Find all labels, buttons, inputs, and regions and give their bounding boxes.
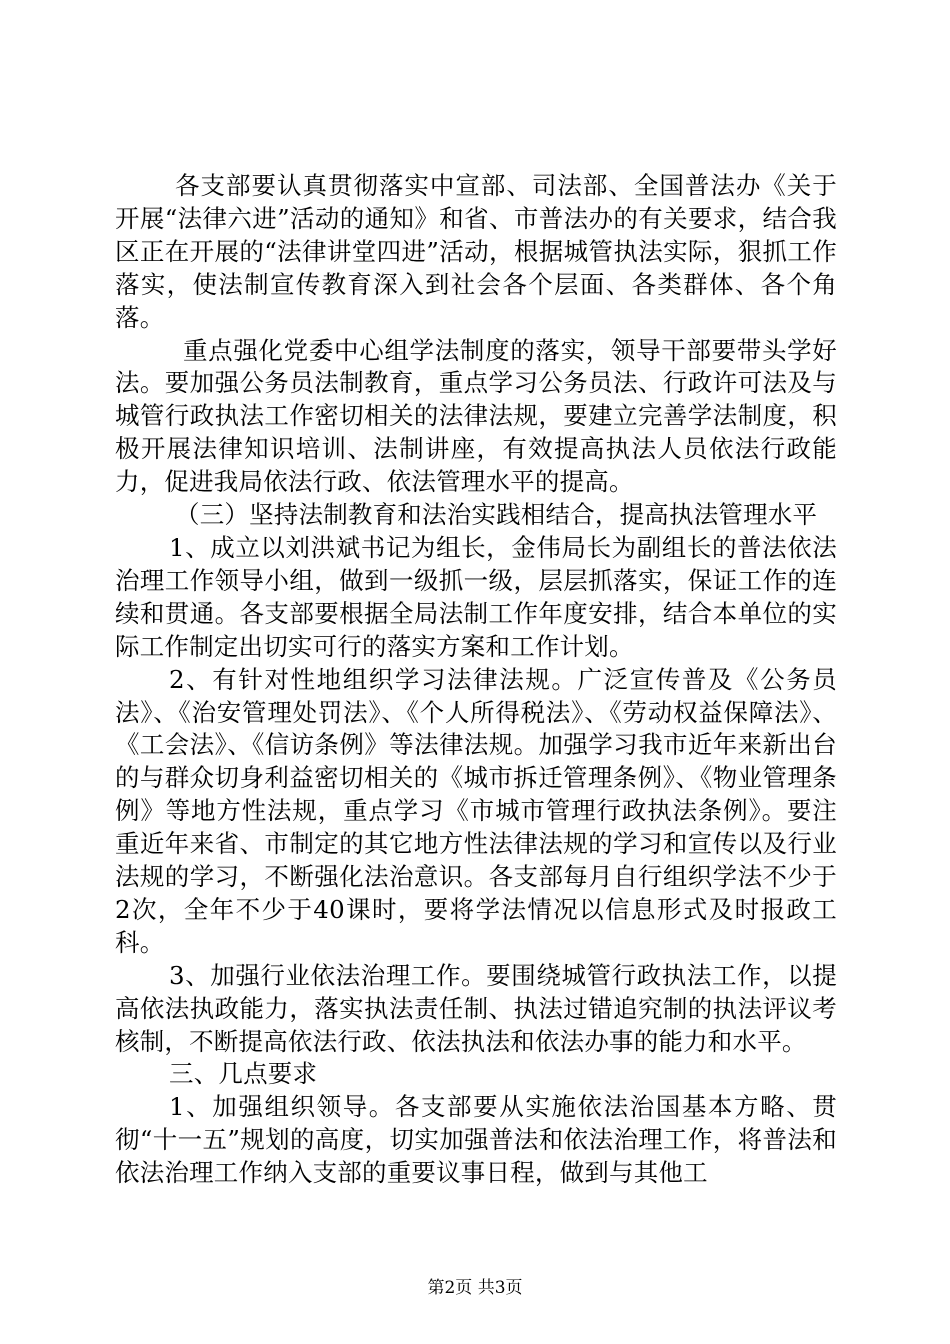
paragraph-item-3: 3、加强行业依法治理工作。要围绕城管行政执法工作，以提高依法执政能力，落实执法责任制、执法过错追究制的执法评议考核制，不断提高依法行政、依法执法和依法办事的能力和水平。 xyxy=(115,960,837,1056)
section-heading-requirements: 三、几点要求 xyxy=(169,1059,318,1089)
document-body xyxy=(115,170,837,1190)
paragraph-requirement-1: 1、加强组织领导。各支部要从实施依法治国基本方略、贯彻“十一五”规划的高度，切实加强普法和依法治理工作，将普法和依法治理工作纳入支部的重要议事日程，做到与其他工 xyxy=(115,1092,837,1188)
paragraph-1: 各支部要认真贯彻落实中宣部、司法部、全国普法办《关于开展“法律六进”活动的通知》和省、市普法办的有关要求，结合我区正在开展的“法律讲堂四进”活动，根据城管执法实际，狠抓工作落实，使法制宣传教育深入到社会各个层面、各类群体、各个角落。 xyxy=(115,171,837,332)
page-footer: 第2页 共3页 xyxy=(427,1278,523,1298)
paragraph-item-1: 1、成立以刘洪斌书记为组长，金伟局长为副组长的普法依法治理工作领导小组，做到一级抓一级，层层抓落实，保证工作的连续和贯通。各支部要根据全局法制工作年度安排，结合本单位的实际工作制定出切实可行的落实方案和工作计划。 xyxy=(115,532,837,661)
section-heading-3: （三）坚持法制教育和法治实践相结合，提高执法管理水平 xyxy=(175,500,818,530)
paragraph-item-2: 2、有针对性地组织学习法律法规。广泛宣传普及《公务员法》、《治安管理处罚法》、《个人所得税法》、《劳动权益保障法》、《工会法》、《信访条例》等法律法规。加强学习我市近年来新出台的与群众切身利益密切相关的《城市拆迁管理条例》、《物业管理条例》等地方性法规，重点学习《市城市管理行政执法条例》。要注重近年来省、市制定的其它地方性法律法规的学习和宣传以及行业法规的学习，不断强化法治意识。各支部每月自行组织学法不少于2次，全年不少于40课时，要将学法情况以信息形式及时报政工科。 xyxy=(115,664,837,957)
paragraph-2: 重点强化党委中心组学法制度的落实，领导干部要带头学好法。要加强公务员法制教育，重点学习公务员法、行政许可法及与城管行政执法工作密切相关的法律法规，要建立完善学法制度，积极开展法律知识培训、法制讲座，有效提高执法人员依法行政能力，促进我局依法行政、依法管理水平的提高。 xyxy=(115,335,837,497)
